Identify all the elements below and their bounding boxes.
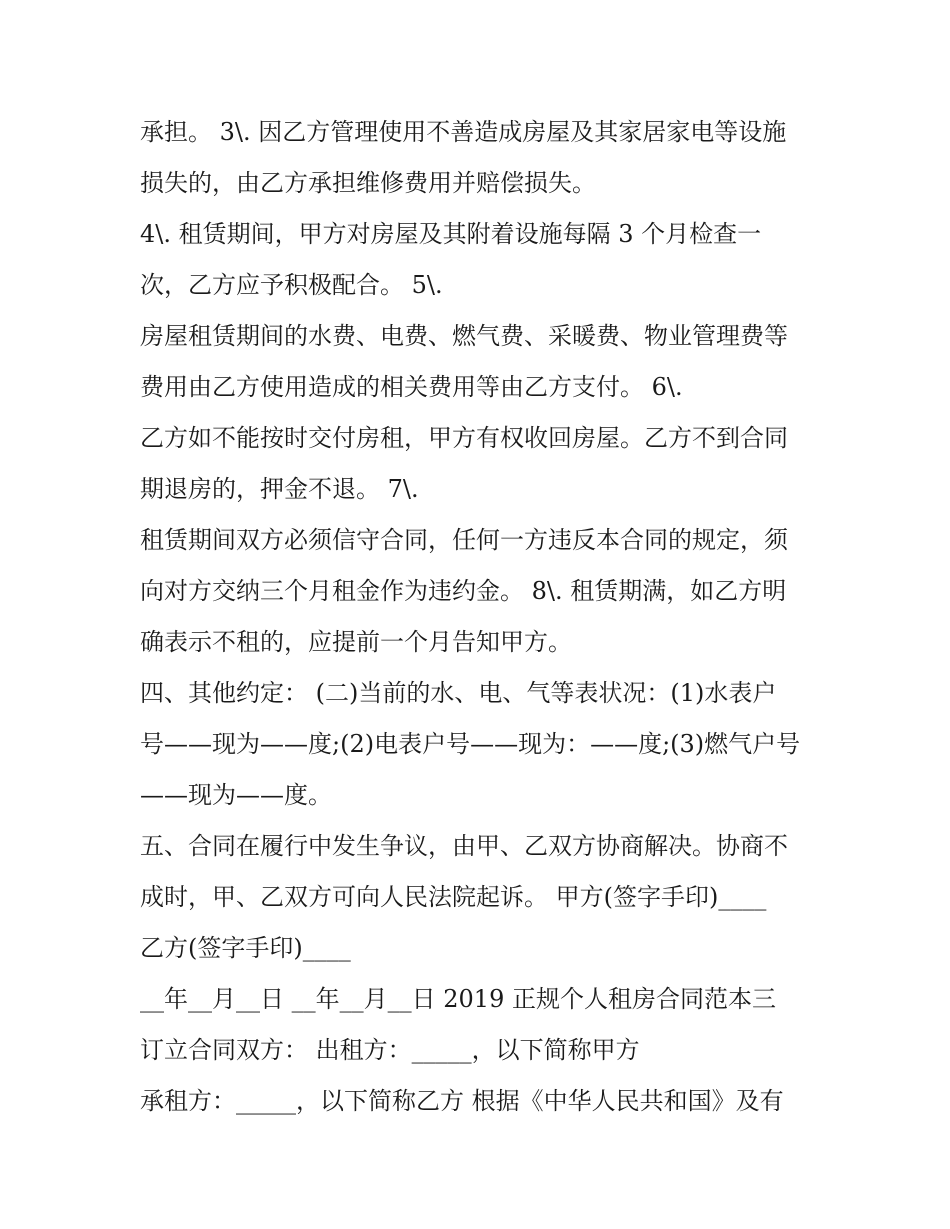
text-line: 订立合同双方： 出租方：_____，以下简称甲方 (140, 1036, 640, 1064)
text-line: 向对方交纳三个月租金作为违约金。 8\. 租赁期满，如乙方明 (140, 577, 787, 605)
text-line: 成时，甲、乙双方可向人民法院起诉。 甲方(签字手印)____ (140, 883, 767, 911)
text-line: 四、其他约定： (二)当前的水、电、气等表状况：(1)水表户 (140, 679, 777, 707)
text-line: 次，乙方应予积极配合。 5\. (140, 271, 443, 299)
text-line: __年__月__日 __年__月__日 2019 正规个人租房合同范本三 (140, 985, 776, 1013)
text-line: 确表示不租的，应提前一个月告知甲方。 (140, 628, 572, 656)
text-line: 4\. 租赁期间，甲方对房屋及其附着设施每隔 3 个月检查一 (140, 220, 762, 248)
text-line: 号——现为——度;(2)电表户号——现为：——度;(3)燃气户号 (140, 730, 801, 758)
text-line: 损失的，由乙方承担维修费用并赔偿损失。 (140, 169, 596, 197)
text-line: 五、合同在履行中发生争议，由甲、乙双方协商解决。协商不 (140, 832, 788, 860)
text-line: ——现为——度。 (140, 781, 332, 809)
text-line: 费用由乙方使用造成的相关费用等由乙方支付。 6\. (140, 373, 683, 401)
text-line: 房屋租赁期间的水费、电费、燃气费、采暖费、物业管理费等 (140, 322, 788, 350)
text-line: 租赁期间双方必须信守合同，任何一方违反本合同的规定，须 (140, 526, 788, 554)
text-line: 承担。 3\. 因乙方管理使用不善造成房屋及其家居家电等设施 (140, 118, 787, 146)
text-line: 乙方如不能按时交付房租，甲方有权收回房屋。乙方不到合同 (140, 424, 788, 452)
text-line: 期退房的，押金不退。 7\. (140, 475, 419, 503)
text-line: 乙方(签字手印)____ (140, 934, 351, 962)
document-body (140, 107, 820, 1127)
text-line: 承租方：_____，以下简称乙方 根据《中华人民共和国》及有 (140, 1087, 784, 1115)
